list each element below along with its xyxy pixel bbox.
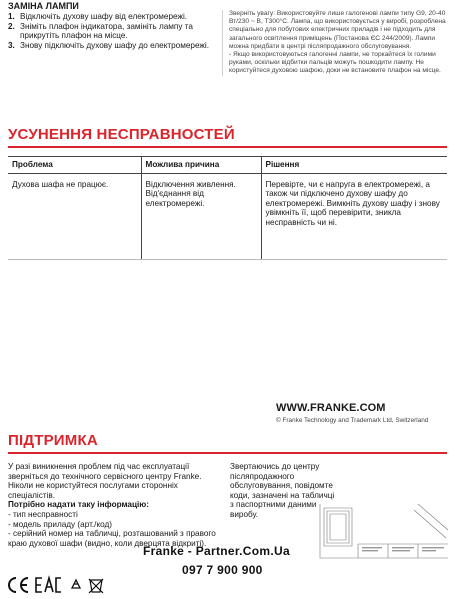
support-note: Звертаючись до центру післяпродажного обслуговування, повідомте коди, зазначені на табличці з паспортними даними виробу. <box>230 462 335 519</box>
table-header-row <box>8 157 447 174</box>
support-provide-label: Потрібно надати таку інформацію: <box>8 500 150 510</box>
lamp-step <box>8 22 220 41</box>
support-instructions <box>8 462 222 548</box>
certification-marks <box>6 574 116 596</box>
table-row <box>8 173 447 259</box>
step-text: Зніміть плафон індикатора, замініть лампу та прикрутіть плафон на місце. <box>20 21 193 41</box>
support-item: - модель приладу (арт./код) <box>8 519 113 529</box>
column-header-solution: Рішення <box>261 157 447 174</box>
step-number: 3. <box>8 40 15 50</box>
step-number: 2. <box>8 21 15 31</box>
lamp-section-title: ЗАМІНА ЛАМПИ <box>8 1 79 11</box>
troubleshooting-table <box>8 156 447 260</box>
website-link[interactable]: WWW.FRANKE.COM <box>276 402 386 414</box>
recycle-icon <box>72 580 80 588</box>
lamp-steps-list <box>8 12 220 50</box>
lamp-step <box>8 41 220 51</box>
step-text: Відключіть духову шафу від електромережі. <box>20 12 188 21</box>
lamp-note <box>222 10 448 76</box>
watermark-text: Franke - Partner.Com.Ua <box>143 544 290 558</box>
column-header-cause: Можлива причина <box>141 157 261 174</box>
watermark-phone: 097 7 900 900 <box>182 563 263 577</box>
cell-solution: Перевірте, чи є напруга в електромережі, а також чи підключено духову шафу до електромережі. Вимкніть духову шафу і знову увімкніть її, щоб перевірити, зникла несправність чи ні. <box>261 173 447 259</box>
heading-divider <box>8 452 447 454</box>
support-item: - тип несправності <box>8 509 78 519</box>
support-item: - серійний номер на табличці, розташований з правого краю духової шафи (видно, коли дверцята відкриті). <box>8 529 216 548</box>
heading-divider <box>8 146 447 148</box>
step-text: Знову підключіть духову шафу до електромережі. <box>20 40 209 50</box>
support-heading: ПІДТРИМКА <box>8 432 98 449</box>
step-number: 1. <box>8 12 15 21</box>
lamp-note-paragraph: Зверніть увагу: Використовуйте лише галогенові лампи типу G9, 20-40 Вт/230 ~ В, T300°C. Лампа, що використовується у виробі, розроблена спеціально для побутових електричних приладів і не підходить для загального освітлення приміщень (Постанова ЄС 244/2009). Лампи можна придбати в центрі післяпродажного обслуговування. <box>229 10 446 50</box>
lamp-step <box>8 12 220 22</box>
support-intro: У разі виникнення проблем під час експлуатації зверніться до технічного сервісного центру Franke. Ніколи не користуйтеся послугами сторонніх спеціалістів. <box>8 462 202 500</box>
troubleshooting-heading: УСУНЕННЯ НЕСПРАВНОСТЕЙ <box>8 126 235 143</box>
lamp-note-paragraph: - Якщо використовуються галогенні лампи, не торкайтеся їх голими руками, оскільки відбитки пальців можуть пошкодити лампу. Не користуйтеся духовою шафою, доки не встановите плафон на місце. <box>229 51 441 75</box>
weee-bin-icon <box>89 579 103 593</box>
cell-problem: Духова шафа не працює. <box>8 173 141 259</box>
eac-mark-icon <box>36 578 61 592</box>
rating-plate-illustration <box>318 500 450 562</box>
column-header-problem: Проблема <box>8 157 141 174</box>
ce-mark-icon <box>9 578 28 592</box>
copyright-text: © Franke Technology and Trademark Ltd, Switzerland <box>276 417 429 424</box>
cell-cause: Відключення живлення. Від'єднання від електромережі. <box>141 173 261 259</box>
